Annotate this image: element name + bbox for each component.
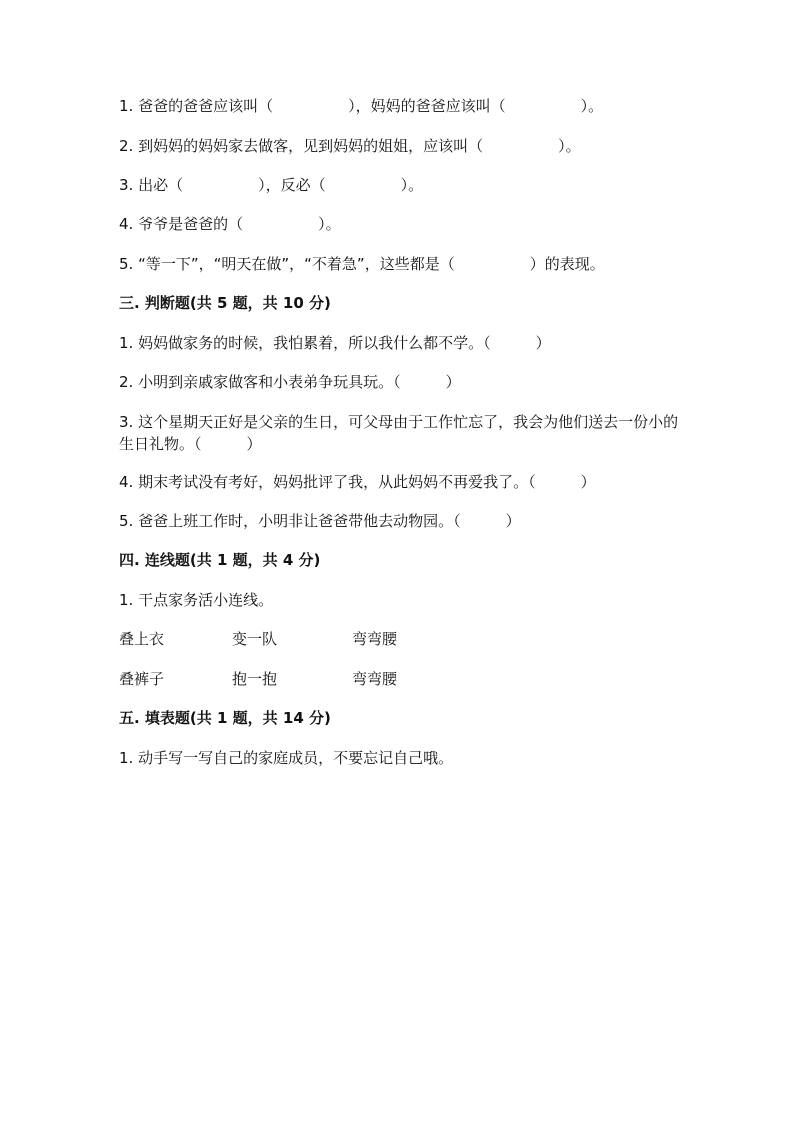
section-4-title: 四. 连线题(共 1 题，共 4 分) [119,551,321,569]
match-row1-col3: 弯弯腰 [352,630,398,648]
match-row1-col1: 叠上衣 [119,630,165,648]
matching-question: 1. 干点家务活小连线。 [119,591,274,609]
fill-blank-question-1: 1. 爸爸的爸爸应该叫（ ），妈妈的爸爸应该叫（ ）。 [119,97,604,115]
judge-question-4: 4. 期末考试没有考好，妈妈批评了我，从此妈妈不再爱我了。（ ） [119,473,596,491]
judge-question-1: 1. 妈妈做家务的时候，我怕累着，所以我什么都不学。（ ） [119,334,551,352]
fill-blank-question-5: 5. “等一下”，“明天在做”，“不着急”，这些都是（ ）的表现。 [119,255,605,273]
match-row2-col3: 弯弯腰 [352,670,398,688]
judge-question-2: 2. 小明到亲戚家做客和小表弟争玩具玩。（ ） [119,373,461,391]
match-row1-col2: 变一队 [232,630,278,648]
judge-question-5: 5. 爸爸上班工作时，小明非让爸爸带他去动物园。（ ） [119,512,521,530]
table-fill-question: 1. 动手写一写自己的家庭成员，不要忘记自己哦。 [119,749,454,767]
match-row2-col2: 抱一抱 [232,670,278,688]
fill-blank-question-2: 2. 到妈妈的妈妈家去做客，见到妈妈的姐姐，应该叫（ ）。 [119,137,581,155]
fill-blank-question-4: 4. 爷爷是爸爸的（ ）。 [119,215,341,233]
section-5-title: 五. 填表题(共 1 题，共 14 分) [119,709,331,727]
judge-question-3: 3. 这个星期天正好是父亲的生日，可父母由于工作忙忘了，我会为他们送去一份小的生日礼物。（ ） [119,413,679,453]
section-3-title: 三. 判断题(共 5 题，共 10 分) [119,294,331,312]
fill-blank-question-3: 3. 出必（ ），反必（ ）。 [119,176,424,194]
match-row2-col1: 叠裤子 [119,670,165,688]
